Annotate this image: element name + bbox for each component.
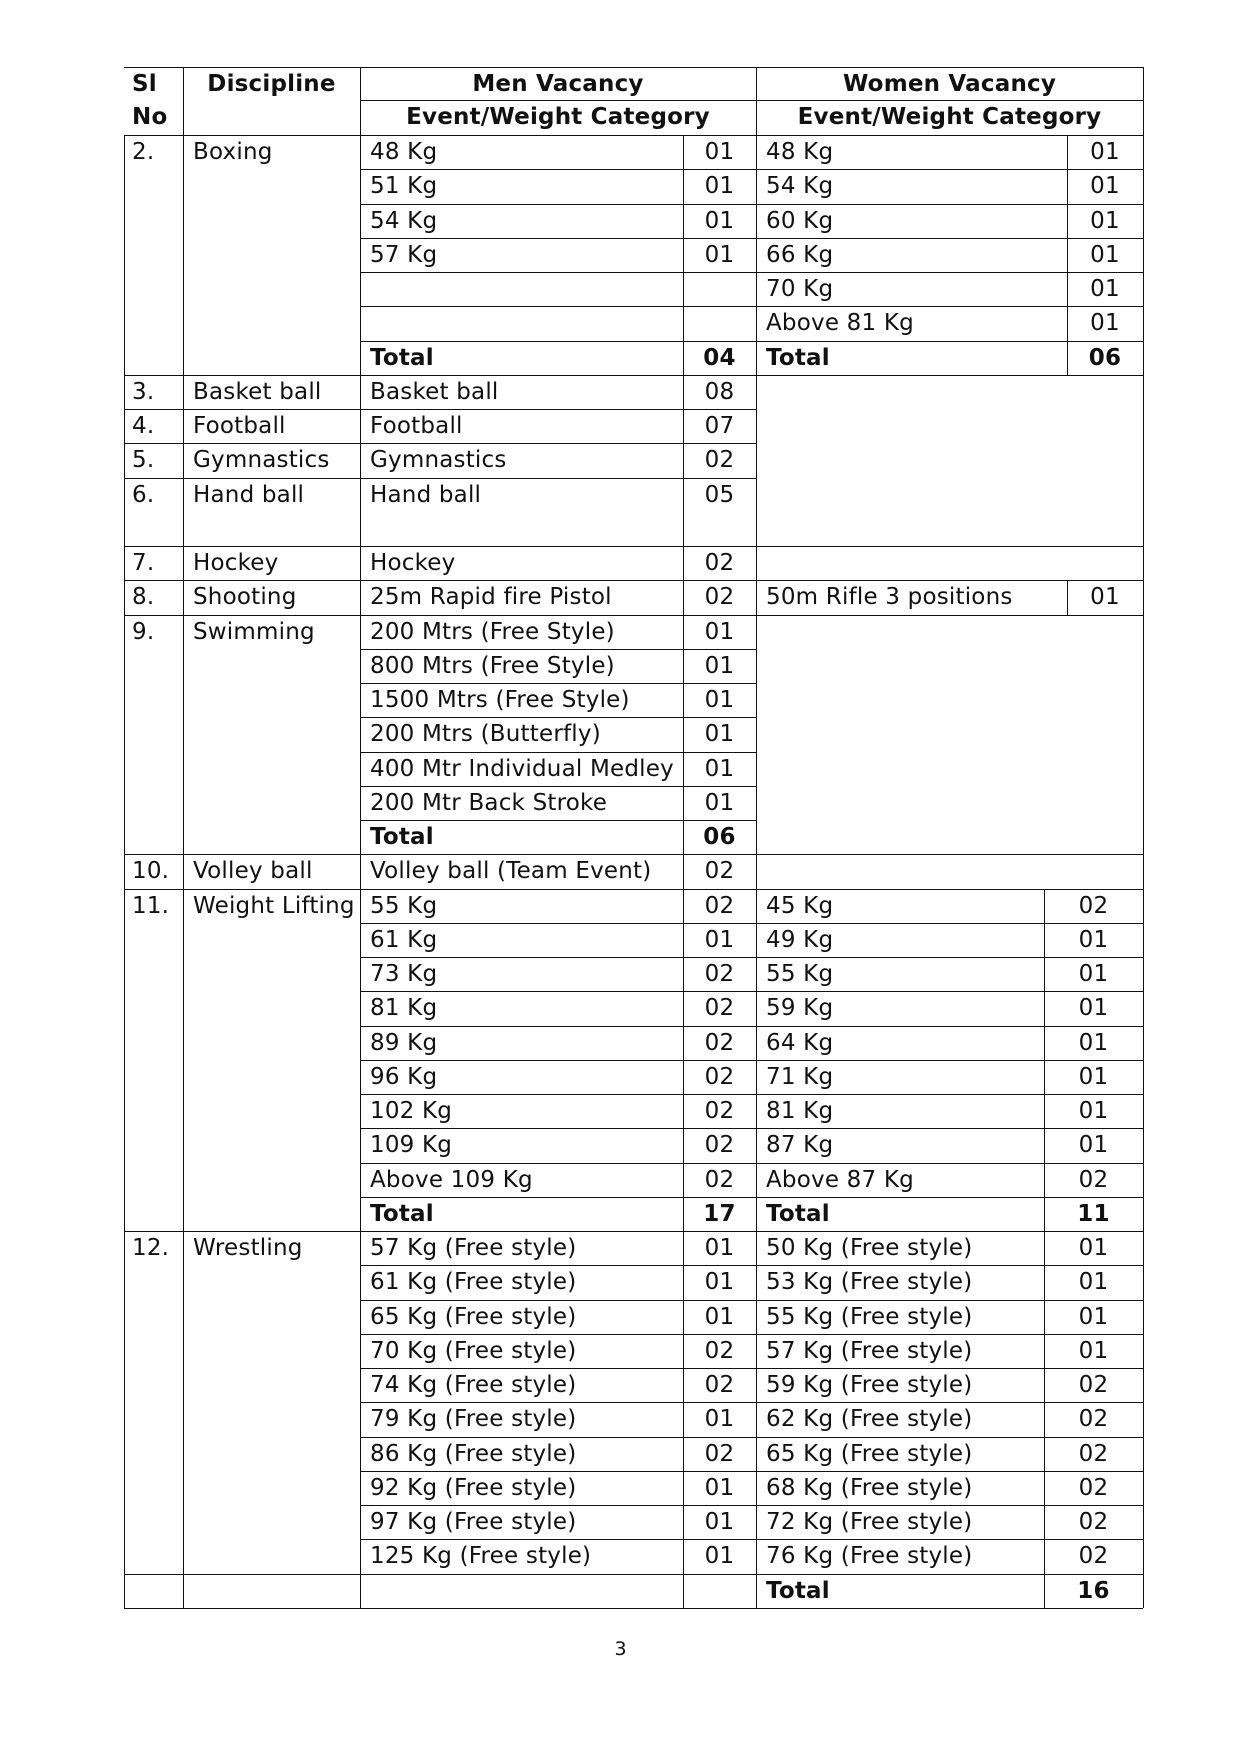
row-divider — [360, 1574, 756, 1575]
table-right-border — [1143, 409, 1144, 443]
row-divider — [360, 1368, 756, 1369]
row-divider — [360, 649, 756, 650]
women-vacancy-count: 01 — [1078, 1337, 1109, 1364]
sl-number: 6. — [132, 481, 155, 508]
table-right-border — [1143, 580, 1144, 614]
column-divider — [360, 409, 361, 443]
discipline-name: Wrestling — [193, 1235, 303, 1261]
women-event: 72 Kg (Free style) — [766, 1509, 973, 1535]
men-vacancy-count: 02 — [704, 447, 735, 474]
men-vacancy-count: 02 — [704, 1372, 735, 1398]
column-divider — [360, 889, 361, 1232]
men-vacancy-count: 01 — [704, 1474, 735, 1501]
men-event: 86 Kg (Free style) — [370, 1440, 577, 1467]
men-event: 70 Kg (Free style) — [370, 1337, 577, 1364]
women-vacancy-count: 01 — [1078, 1235, 1109, 1261]
row-divider — [756, 1471, 1143, 1472]
women-total-label: Total — [766, 1200, 830, 1227]
women-event: 76 Kg (Free style) — [766, 1543, 973, 1570]
table-right-border — [1143, 1231, 1144, 1608]
women-vacancy-count: 01 — [1078, 1098, 1109, 1124]
column-divider — [756, 580, 757, 614]
column-divider — [183, 135, 184, 375]
column-divider — [1067, 580, 1068, 614]
column-divider — [683, 375, 684, 409]
women-event: 81 Kg — [766, 1098, 834, 1124]
table-left-border — [124, 580, 125, 614]
men-vacancy-count: 02 — [704, 1098, 735, 1124]
table-left-border — [124, 854, 125, 888]
column-divider — [183, 854, 184, 888]
header-discipline: Discipline — [207, 71, 336, 97]
column-divider — [1044, 889, 1045, 1232]
header-sl-no: Sl — [132, 71, 157, 97]
sl-number: 11. — [132, 892, 170, 919]
column-divider — [756, 135, 757, 375]
men-event: Volley ball (Team Event) — [370, 858, 652, 885]
discipline-name: Shooting — [193, 584, 297, 611]
men-vacancy-count: 02 — [704, 892, 735, 919]
sl-number: 3. — [132, 378, 155, 405]
discipline-name: Football — [193, 413, 286, 439]
column-divider — [360, 375, 361, 409]
men-event: 102 Kg — [370, 1098, 453, 1124]
column-divider — [360, 615, 361, 855]
women-event: 59 Kg — [766, 995, 834, 1022]
row-divider — [360, 169, 756, 170]
men-vacancy-count — [683, 272, 756, 306]
row-divider — [756, 1300, 1143, 1301]
women-event: 62 Kg (Free style) — [766, 1406, 973, 1433]
table-left-border — [124, 443, 125, 477]
men-vacancy-count: 01 — [704, 926, 735, 953]
men-event: Gymnastics — [370, 447, 507, 474]
table-left-border — [124, 546, 125, 580]
column-divider — [183, 375, 184, 409]
row-divider — [756, 1437, 1143, 1438]
men-event: 57 Kg (Free style) — [370, 1235, 577, 1261]
women-event: 45 Kg — [766, 892, 834, 919]
men-vacancy-count: 02 — [704, 858, 735, 885]
column-divider — [756, 854, 757, 888]
column-divider — [183, 1231, 184, 1608]
men-total-label: Total — [370, 824, 434, 850]
women-vacancy-count: 02 — [1078, 1406, 1109, 1433]
row-divider — [360, 1437, 756, 1438]
discipline-name: Swimming — [193, 618, 315, 645]
men-vacancy-count: 01 — [704, 721, 735, 748]
row-divider — [360, 923, 756, 924]
women-total-count: 16 — [1077, 1577, 1110, 1604]
row-divider — [360, 717, 756, 718]
column-divider — [756, 375, 757, 409]
row-divider — [360, 1539, 756, 1540]
men-event: 96 Kg — [370, 1063, 438, 1090]
row-divider — [360, 1163, 756, 1164]
men-event: 1500 Mtrs (Free Style) — [370, 687, 630, 713]
men-vacancy-count: 01 — [704, 1406, 735, 1433]
men-vacancy-count: 01 — [704, 755, 735, 782]
men-vacancy-count: 01 — [704, 173, 735, 200]
men-vacancy-count: 02 — [704, 1337, 735, 1364]
men-vacancy-count: 02 — [704, 550, 735, 576]
men-event: 200 Mtr Back Stroke — [370, 789, 608, 816]
women-vacancy-count: 01 — [1078, 995, 1109, 1022]
women-event: 65 Kg (Free style) — [766, 1440, 973, 1467]
table-right-border — [1143, 889, 1144, 1232]
row-divider — [360, 1300, 756, 1301]
men-event: 73 Kg — [370, 961, 438, 987]
men-event: 65 Kg (Free style) — [370, 1303, 577, 1330]
table-right-border — [1143, 615, 1144, 855]
sl-number: 7. — [132, 550, 155, 576]
column-divider — [183, 615, 184, 855]
women-event: 87 Kg — [766, 1132, 834, 1159]
women-vacancy-count: 01 — [1078, 961, 1109, 987]
header-men-event-category: Event/Weight Category — [406, 104, 710, 130]
table-left-border — [124, 135, 125, 375]
row-divider — [360, 1060, 756, 1061]
women-vacancy-count: 01 — [1090, 207, 1120, 234]
table-left-border — [124, 889, 125, 1232]
men-event: 800 Mtrs (Free Style) — [370, 652, 615, 679]
men-event: 48 Kg — [370, 139, 438, 165]
column-divider — [183, 409, 184, 443]
column-divider — [360, 135, 361, 375]
column-divider — [683, 889, 684, 1232]
table-left-border — [124, 375, 125, 409]
row-divider — [756, 923, 1143, 924]
women-event: 48 Kg — [766, 139, 834, 165]
men-vacancy-count: 01 — [704, 139, 735, 165]
women-event: Above 81 Kg — [766, 310, 914, 337]
women-event: 55 Kg (Free style) — [766, 1303, 973, 1330]
women-total-label: Total — [766, 1577, 830, 1604]
men-event: 55 Kg — [370, 892, 438, 919]
table-top-border — [124, 67, 1143, 68]
table-right-border — [1143, 478, 1144, 547]
women-total-count: 11 — [1077, 1200, 1110, 1227]
men-total-label: Total — [370, 1200, 434, 1227]
men-vacancy-count: 01 — [704, 1543, 735, 1570]
women-vacancy-count: 01 — [1078, 926, 1109, 953]
women-event: 68 Kg (Free style) — [766, 1474, 973, 1501]
row-divider — [756, 1334, 1143, 1335]
women-vacancy-count: 01 — [1078, 1063, 1109, 1090]
women-event: 57 Kg (Free style) — [766, 1337, 973, 1364]
men-total-label: Total — [370, 344, 434, 371]
row-divider — [756, 1265, 1143, 1266]
column-divider — [360, 580, 361, 614]
row-divider — [360, 272, 756, 273]
men-vacancy-count: 01 — [704, 789, 735, 816]
row-divider — [756, 306, 1143, 307]
men-event — [360, 306, 683, 340]
row-divider — [756, 272, 1143, 273]
row-divider — [756, 1368, 1143, 1369]
men-vacancy-count: 02 — [704, 995, 735, 1022]
column-divider — [360, 546, 361, 580]
sl-number: 10. — [132, 858, 170, 885]
men-vacancy-count: 02 — [704, 584, 735, 611]
women-vacancy-count: 01 — [1078, 1303, 1109, 1330]
header-women-event-category: Event/Weight Category — [797, 104, 1102, 130]
men-vacancy-count: 08 — [704, 378, 735, 405]
row-divider — [360, 1402, 756, 1403]
column-divider — [756, 546, 757, 580]
women-event: Above 87 Kg — [766, 1166, 914, 1193]
women-event: 60 Kg — [766, 207, 834, 234]
men-event: 92 Kg (Free style) — [370, 1474, 577, 1501]
women-event: 71 Kg — [766, 1063, 834, 1090]
table-right-border — [1143, 546, 1144, 580]
column-divider — [683, 546, 684, 580]
row-divider — [124, 1608, 1143, 1609]
row-divider — [360, 238, 756, 239]
row-divider — [756, 991, 1143, 992]
row-divider — [756, 1060, 1143, 1061]
men-vacancy-count: 01 — [704, 652, 735, 679]
men-vacancy-count: 01 — [704, 1235, 735, 1261]
women-vacancy-count: 02 — [1078, 1509, 1109, 1535]
table-left-border — [124, 1231, 125, 1608]
women-vacancy-count: 02 — [1078, 1372, 1109, 1398]
column-divider — [683, 409, 684, 443]
men-vacancy-count: 07 — [704, 413, 735, 439]
row-divider — [124, 1574, 360, 1575]
column-divider — [183, 889, 184, 1232]
row-divider — [360, 1334, 756, 1335]
women-vacancy-count: 01 — [1078, 1132, 1109, 1159]
discipline-name: Hockey — [193, 550, 279, 576]
discipline-name: Gymnastics — [193, 447, 330, 474]
discipline-name: Weight Lifting — [193, 892, 355, 919]
header-sl-no-line2: No — [132, 104, 168, 130]
sl-number: 4. — [132, 413, 155, 439]
table-right-border — [1143, 375, 1144, 409]
women-event: 70 Kg — [766, 276, 834, 302]
women-vacancy-count: 01 — [1090, 241, 1120, 268]
row-divider — [360, 306, 756, 307]
men-event: 25m Rapid fire Pistol — [370, 584, 612, 611]
men-event: 109 Kg — [370, 1132, 453, 1159]
row-divider — [756, 1094, 1143, 1095]
row-divider — [360, 786, 756, 787]
column-divider — [683, 443, 684, 477]
discipline-name: Boxing — [193, 139, 273, 165]
row-divider — [756, 1402, 1143, 1403]
table-left-border — [124, 478, 125, 547]
discipline-name: Basket ball — [193, 378, 322, 405]
men-total-count: 06 — [703, 824, 736, 850]
row-divider — [360, 752, 756, 753]
women-vacancy-count: 02 — [1078, 1543, 1109, 1570]
women-vacancy-count: 01 — [1090, 139, 1120, 165]
men-vacancy-count: 02 — [704, 1166, 735, 1193]
men-event: 81 Kg — [370, 995, 438, 1022]
sl-number: 9. — [132, 618, 155, 645]
women-event: 55 Kg — [766, 961, 834, 987]
table-right-border — [1143, 854, 1144, 888]
women-event: 49 Kg — [766, 926, 834, 953]
row-divider — [360, 1265, 756, 1266]
row-divider — [756, 1128, 1143, 1129]
women-event: 66 Kg — [766, 241, 834, 268]
men-event: 51 Kg — [370, 173, 438, 200]
men-vacancy-count: 01 — [704, 241, 735, 268]
row-divider — [756, 1505, 1143, 1506]
men-event: 79 Kg (Free style) — [370, 1406, 577, 1433]
men-event: 89 Kg — [370, 1029, 438, 1056]
men-event: 54 Kg — [370, 207, 438, 234]
column-divider — [360, 854, 361, 888]
men-vacancy-count: 02 — [704, 1029, 735, 1056]
column-divider — [183, 580, 184, 614]
row-divider — [360, 1505, 756, 1506]
column-divider — [360, 478, 361, 547]
sl-number: 2. — [132, 139, 155, 165]
column-divider — [183, 67, 184, 135]
row-divider — [756, 1026, 1143, 1027]
men-event: 200 Mtrs (Butterfly) — [370, 721, 601, 748]
row-divider — [360, 1471, 756, 1472]
column-divider — [756, 615, 757, 855]
sl-number: 12. — [132, 1235, 170, 1261]
header-divider — [360, 100, 1143, 101]
column-divider — [756, 443, 757, 477]
column-divider — [360, 1231, 361, 1608]
row-divider — [360, 1094, 756, 1095]
men-event: 125 Kg (Free style) — [370, 1543, 592, 1570]
header-men-vacancy: Men Vacancy — [472, 71, 644, 97]
women-vacancy-count: 02 — [1078, 1166, 1109, 1193]
women-vacancy-count: 02 — [1078, 1474, 1109, 1501]
row-divider — [756, 169, 1143, 170]
column-divider — [360, 443, 361, 477]
men-vacancy-count: 01 — [704, 207, 735, 234]
men-event: Hockey — [370, 550, 456, 576]
column-divider — [756, 1231, 757, 1608]
column-divider — [683, 135, 684, 375]
table-left-border — [124, 409, 125, 443]
discipline-name: Hand ball — [193, 481, 305, 508]
column-divider — [183, 546, 184, 580]
women-vacancy-count: 01 — [1090, 584, 1120, 611]
men-vacancy-count — [683, 306, 756, 340]
row-divider — [360, 991, 756, 992]
women-event: 53 Kg (Free style) — [766, 1269, 973, 1296]
women-vacancy-count: 02 — [1078, 1440, 1109, 1467]
men-event: 57 Kg — [370, 241, 438, 268]
men-vacancy-count: 02 — [704, 1440, 735, 1467]
row-divider — [756, 1539, 1143, 1540]
row-divider — [360, 204, 756, 205]
men-vacancy-count: 01 — [704, 618, 735, 645]
sl-number: 8. — [132, 584, 155, 611]
men-total-count: 17 — [703, 1200, 736, 1227]
row-divider — [756, 957, 1143, 958]
row-divider — [360, 1026, 756, 1027]
men-vacancy-count: 05 — [704, 481, 735, 508]
column-divider — [1044, 1231, 1045, 1608]
women-total-count: 06 — [1088, 344, 1122, 371]
column-divider — [183, 443, 184, 477]
women-event: 54 Kg — [766, 173, 834, 200]
men-event: 74 Kg (Free style) — [370, 1372, 577, 1398]
men-vacancy-count: 01 — [704, 1509, 735, 1535]
column-divider — [683, 580, 684, 614]
row-divider — [756, 1163, 1143, 1164]
women-vacancy-count: 01 — [1090, 276, 1120, 302]
women-event: 50m Rifle 3 positions — [766, 584, 1013, 611]
table-right-border — [1143, 443, 1144, 477]
row-divider — [756, 204, 1143, 205]
men-event: Basket ball — [370, 378, 499, 405]
men-event: 400 Mtr Individual Medley — [370, 755, 674, 782]
women-vacancy-count: 01 — [1078, 1269, 1109, 1296]
men-event: Football — [370, 413, 463, 439]
men-event: 61 Kg (Free style) — [370, 1269, 577, 1296]
page-number: 3 — [614, 1638, 627, 1660]
row-divider — [756, 238, 1143, 239]
column-divider — [683, 478, 684, 547]
men-event: 97 Kg (Free style) — [370, 1509, 577, 1535]
men-vacancy-count: 02 — [704, 1132, 735, 1159]
row-divider — [360, 683, 756, 684]
women-event: 50 Kg (Free style) — [766, 1235, 973, 1261]
column-divider — [683, 615, 684, 855]
table-left-border — [124, 615, 125, 855]
men-total-count: 04 — [703, 344, 736, 371]
table-right-border — [1143, 135, 1144, 375]
column-divider — [683, 854, 684, 888]
men-vacancy-count: 02 — [704, 961, 735, 987]
men-event: Above 109 Kg — [370, 1166, 533, 1193]
header-women-vacancy: Women Vacancy — [842, 71, 1057, 97]
women-vacancy-count: 01 — [1090, 310, 1120, 337]
women-event: 64 Kg — [766, 1029, 834, 1056]
men-vacancy-count: 01 — [704, 1269, 735, 1296]
men-vacancy-count: 01 — [704, 1303, 735, 1330]
row-divider — [360, 957, 756, 958]
column-divider — [683, 1231, 684, 1608]
column-divider — [756, 409, 757, 443]
women-vacancy-count: 01 — [1090, 173, 1120, 200]
men-event: 61 Kg — [370, 926, 438, 953]
column-divider — [756, 889, 757, 1232]
column-divider — [756, 478, 757, 547]
column-divider — [183, 478, 184, 547]
men-vacancy-count: 02 — [704, 1063, 735, 1090]
men-event — [360, 272, 683, 306]
row-divider — [360, 1128, 756, 1129]
column-divider — [1143, 67, 1144, 135]
column-divider — [360, 67, 361, 135]
women-vacancy-count: 01 — [1078, 1029, 1109, 1056]
men-vacancy-count: 01 — [704, 687, 735, 713]
women-event: 59 Kg (Free style) — [766, 1372, 973, 1398]
women-total-label: Total — [766, 344, 830, 371]
women-vacancy-count: 02 — [1078, 892, 1109, 919]
sl-number: 5. — [132, 447, 155, 474]
discipline-name: Volley ball — [193, 858, 313, 885]
column-divider — [1067, 135, 1068, 375]
men-event: Hand ball — [370, 481, 482, 508]
column-divider — [756, 67, 757, 135]
men-event: 200 Mtrs (Free Style) — [370, 618, 615, 645]
